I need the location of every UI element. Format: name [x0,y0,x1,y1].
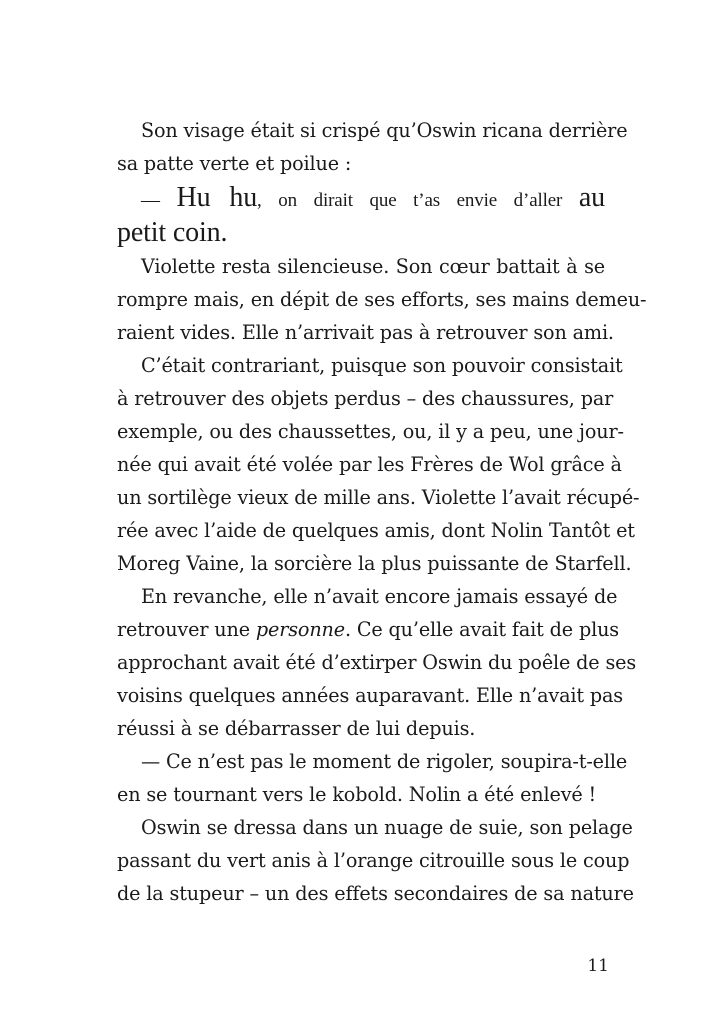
text-line: C’était contrariant, puisque son pouvoir consistait [141,354,623,377]
text-line: Oswin se dressa dans un nuage de suie, son pelage [141,816,633,839]
text-line: un sortilège vieux de mille ans. Violette l’avait récupé- [117,486,640,509]
emphasis: personne [255,618,345,641]
text-line: passant du vert anis à l’orange citrouille sous le coup [117,849,630,872]
text-line: en se tournant vers le kobold. Nolin a été enlevé ! [117,783,597,806]
text-line: raient vides. Elle n’arrivait pas à retrouver son ami. [117,321,614,344]
text-line: Son visage était si crispé qu’Oswin ricana derrière [141,119,628,142]
text-line: sa patte verte et poilue : [117,152,352,175]
text-line: Violette resta silencieuse. Son cœur battait à se [141,255,605,278]
page-number: 11 [587,956,609,976]
text-line: de la stupeur – un des effets secondaires de sa nature [117,882,634,905]
text-line: En revanche, elle n’avait encore jamais essayé de [141,585,618,608]
text-line: rée avec l’aide de quelques amis, dont Nolin Tantôt et [117,519,635,542]
text-line: à retrouver des objets perdus – des chaussures, par [117,387,614,410]
text-line: Moreg Vaine, la sorcière la plus puissante de Starfell. [117,552,632,575]
text-line: née qui avait été volée par les Frères de Wol grâce à [117,453,622,476]
dialogue-line-large: — Hu hu, on dirait que t’as envie d’aller au [141,182,606,213]
text-line: réussi à se débarrasser de lui depuis. [117,717,476,740]
dialogue-line-large: petit coin. [117,217,228,248]
text-line: retrouver une personne. Ce qu’elle avait fait de plus [117,618,619,641]
page-body [117,114,647,910]
text-line: approchant avait été d’extirper Oswin du poêle de ses [117,651,637,674]
text-line: rompre mais, en dépit de ses efforts, ses mains demeu- [117,288,647,311]
text-line: voisins quelques années auparavant. Elle n’avait pas [117,684,623,707]
text-line: — Ce n’est pas le moment de rigoler, soupira-t-elle [141,750,628,773]
text-line: exemple, ou des chaussettes, ou, il y a peu, une jour- [117,420,624,443]
